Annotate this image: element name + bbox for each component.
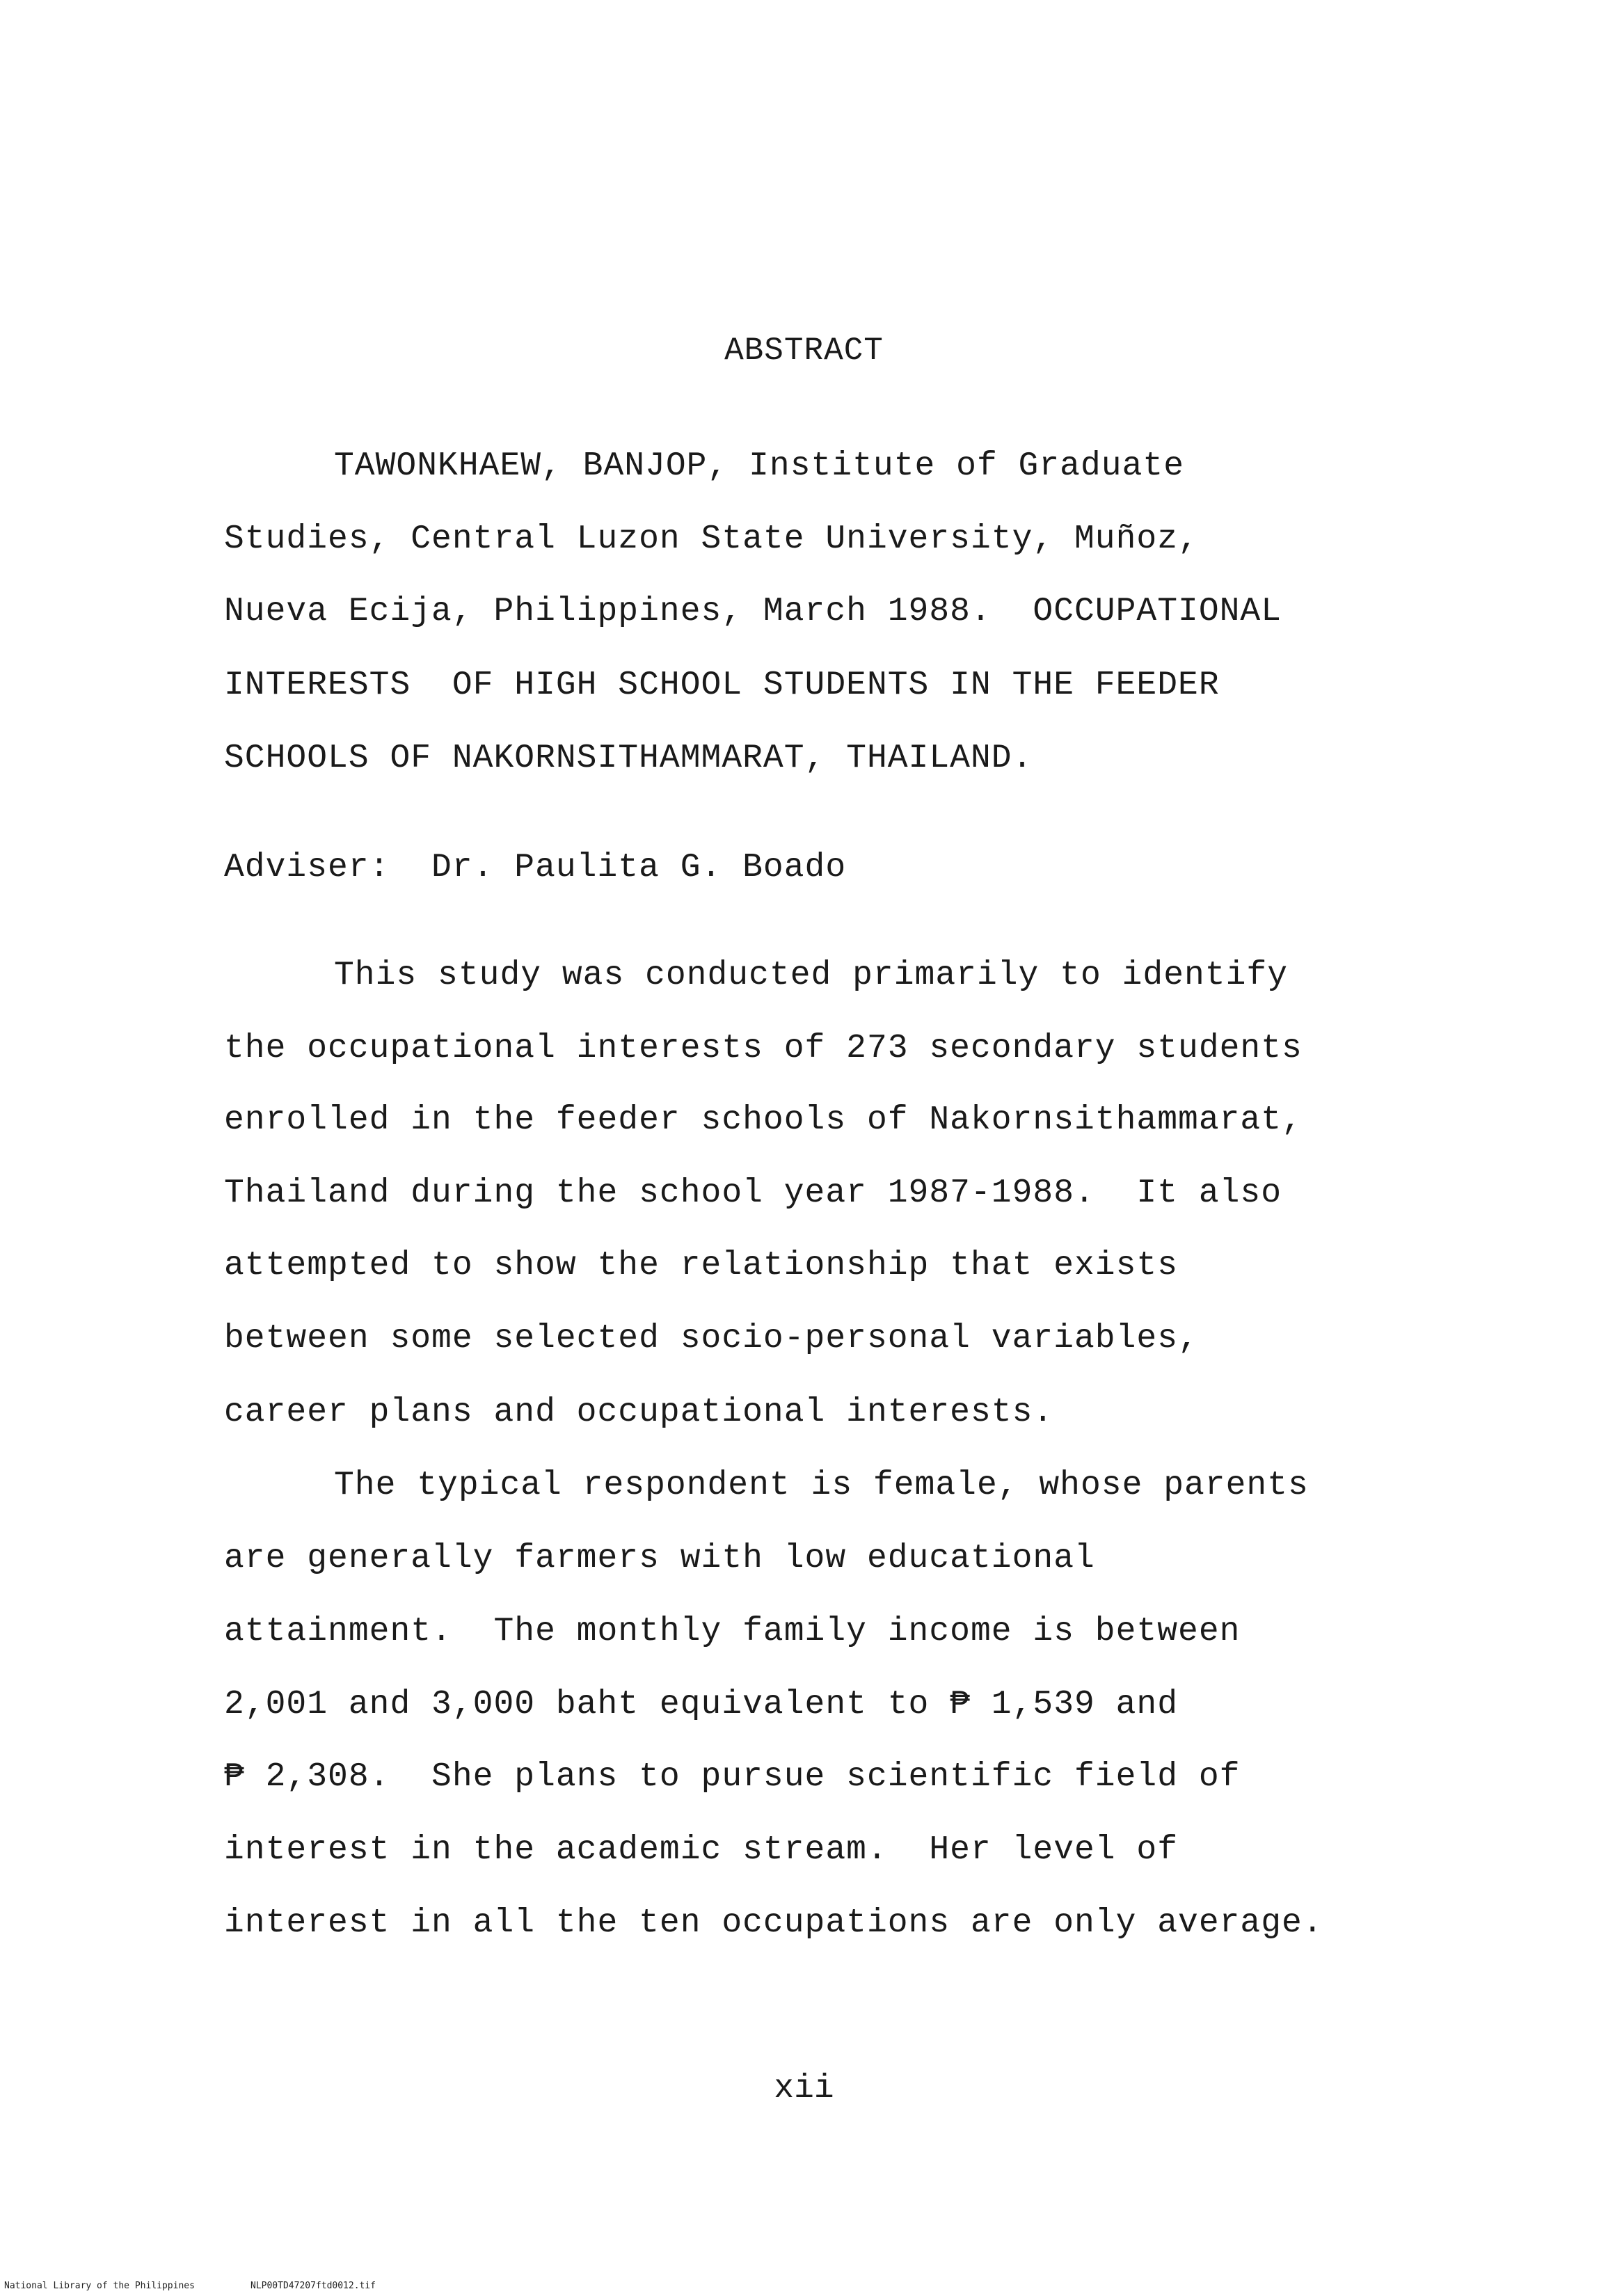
paragraph1-line-4: Thailand during the school year 1987-1988. It also (224, 1174, 1282, 1212)
paragraph2-line-3: attainment. The monthly family income is between (224, 1613, 1241, 1650)
page-number: xii (774, 2070, 834, 2107)
citation-line-5: SCHOOLS OF NAKORNSITHAMMARAT, THAILAND. (224, 740, 1033, 777)
footer-library-label: National Library of the Philippines (4, 2281, 195, 2291)
footer-file-id: NLP00TD47207ftd0012.tif (250, 2281, 376, 2291)
citation-line-4: INTERESTS OF HIGH SCHOOL STUDENTS IN THE FEEDER (224, 667, 1220, 704)
paragraph1-line-3: enrolled in the feeder schools of Nakornsithammarat, (224, 1101, 1303, 1139)
paragraph2-line-5: ₱ 2,308. She plans to pursue scientific field of (224, 1758, 1241, 1796)
paragraph2-line-4: 2,001 and 3,000 baht equivalent to ₱ 1,539 and (224, 1686, 1179, 1723)
paragraph2-line-6: interest in the academic stream. Her level of (224, 1831, 1179, 1869)
citation-line-2: Studies, Central Luzon State University, Muñoz, (224, 520, 1199, 558)
paragraph2-line-1: The typical respondent is female, whose parents (334, 1467, 1309, 1504)
adviser-line: Adviser: Dr. Paulita G. Boado (224, 849, 847, 886)
abstract-title: ABSTRACT (724, 333, 884, 369)
paragraph2-line-2: are generally farmers with low educational (224, 1540, 1095, 1577)
citation-line-1: TAWONKHAEW, BANJOP, Institute of Graduate (334, 447, 1184, 485)
paragraph1-line-2: the occupational interests of 273 secondary students (224, 1030, 1303, 1067)
paragraph1-line-1: This study was conducted primarily to identify (334, 957, 1289, 994)
paragraph1-line-7: career plans and occupational interests. (224, 1394, 1054, 1431)
paragraph2-line-7: interest in all the ten occupations are only average. (224, 1904, 1323, 1942)
citation-line-3: Nueva Ecija, Philippines, March 1988. OCCUPATIONAL (224, 593, 1282, 630)
paragraph1-line-6: between some selected socio-personal variables, (224, 1320, 1199, 1357)
paragraph1-line-5: attempted to show the relationship that exists (224, 1247, 1179, 1284)
